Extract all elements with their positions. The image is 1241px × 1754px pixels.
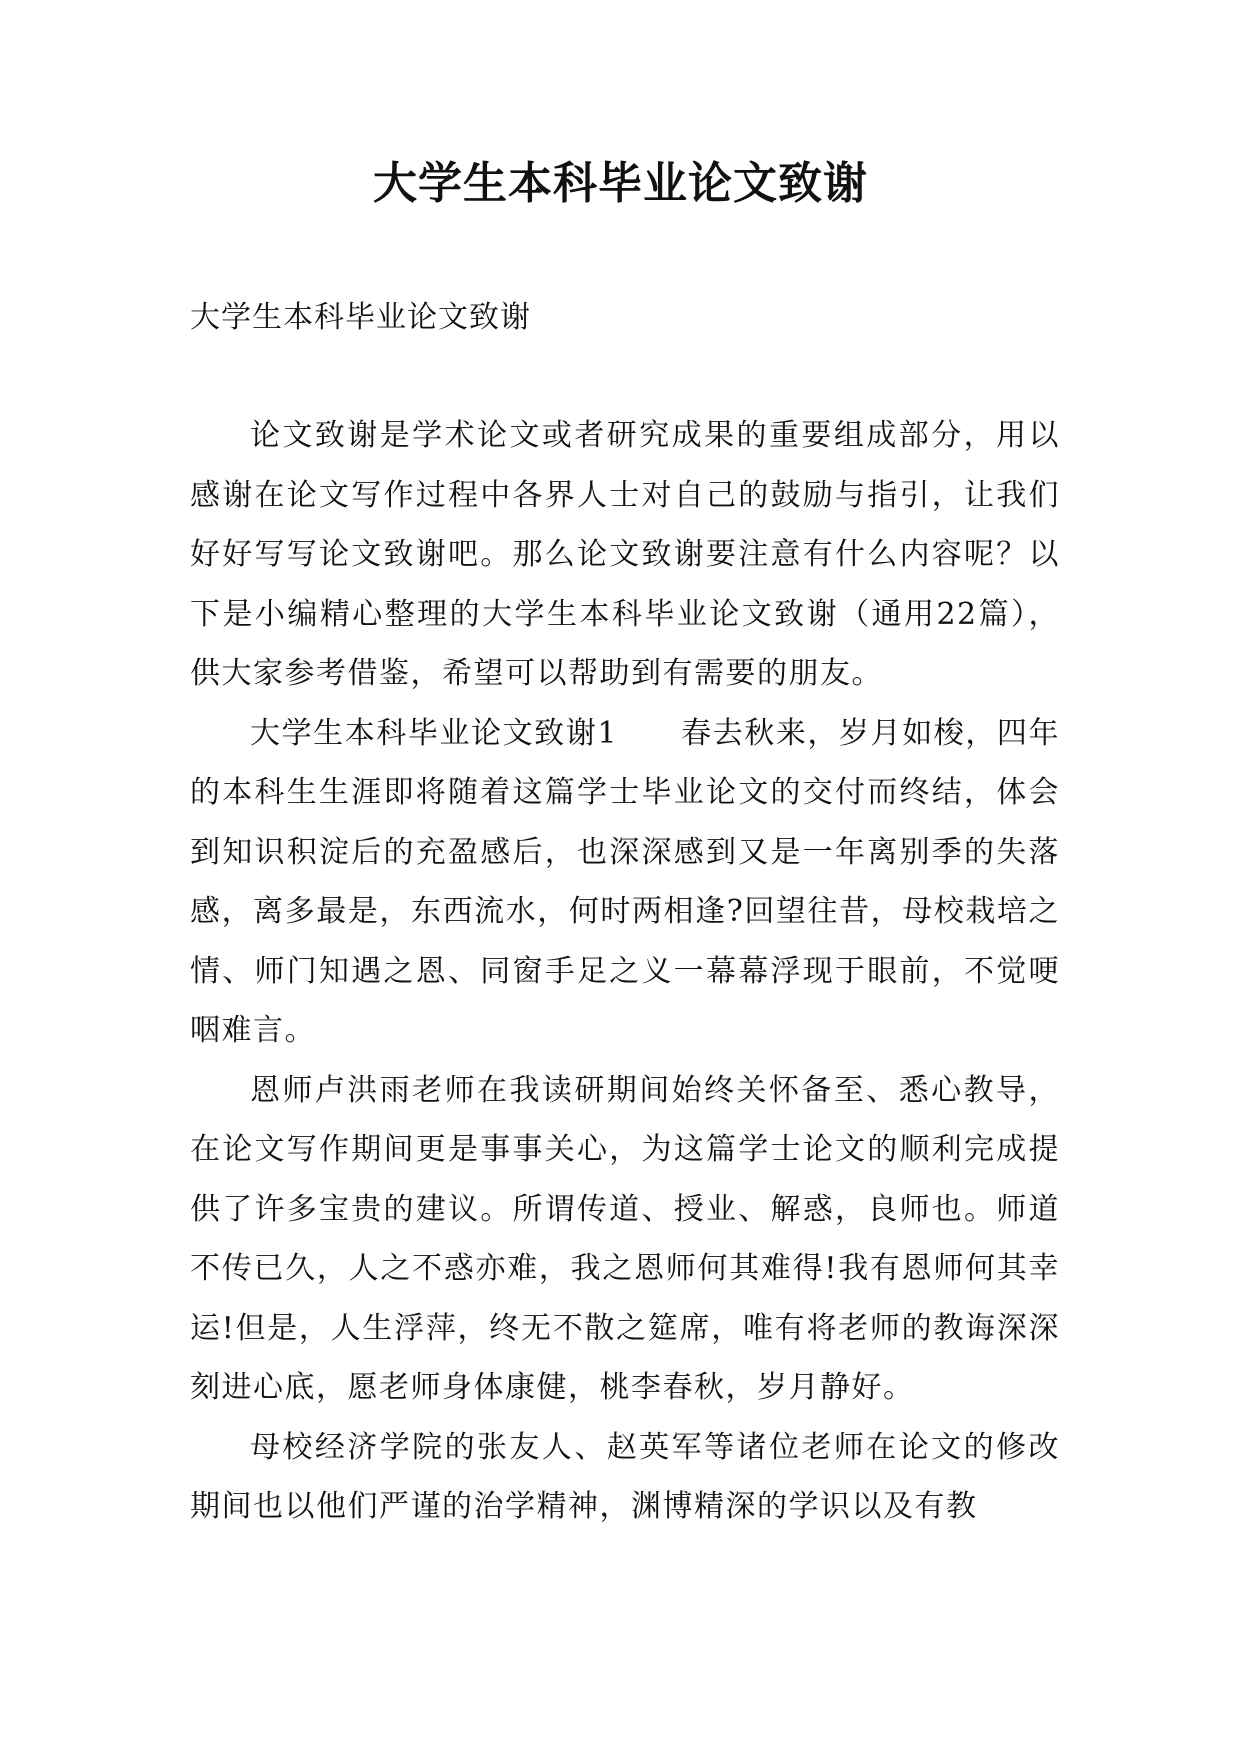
- body-paragraph-1: 大学生本科毕业论文致谢1 春去秋来，岁月如梭，四年的本科生生涯即将随着这篇学士毕业论文的交付而终结，体会到知识积淀后的充盈感后，也深深感到又是一年离别季的失落感，离多最是，东西流水，何时两相逢?回望往昔，母校栽培之情、师门知遇之恩、同窗手足之义一幕幕浮现于眼前，不觉哽咽难言。: [190, 715, 1060, 1048]
- body-paragraph-intro: 论文致谢是学术论文或者研究成果的重要组成部分，用以感谢在论文写作过程中各界人士对自己的鼓励与指引，让我们好好写写论文致谢吧。那么论文致谢要注意有什么内容呢？以下是小编精心整理的大学生本科毕业论文致谢（通用22篇），供大家参考借鉴，希望可以帮助到有需要的朋友。: [190, 418, 1060, 691]
- document-title: 大学生本科毕业论文致谢: [373, 158, 868, 209]
- body-paragraph-2: 恩师卢洪雨老师在我读研期间始终关怀备至、悉心教导，在论文写作期间更是事事关心，为这篇学士论文的顺利完成提供了许多宝贵的建议。所谓传道、授业、解惑，良师也。师道不传已久，人之不惑亦难，我之恩师何其难得!我有恩师何其幸运!但是，人生浮萍，终无不散之筵席，唯有将老师的教诲深深刻进心底，愿老师身体康健，桃李春秋，岁月静好。: [190, 1072, 1060, 1405]
- document-subtitle: 大学生本科毕业论文致谢: [190, 300, 531, 335]
- body-paragraph-3: 母校经济学院的张友人、赵英军等诸位老师在论文的修改期间也以他们严谨的治学精神，渊博精深的学识以及有教: [190, 1429, 1060, 1524]
- document-body: [190, 406, 1060, 1537]
